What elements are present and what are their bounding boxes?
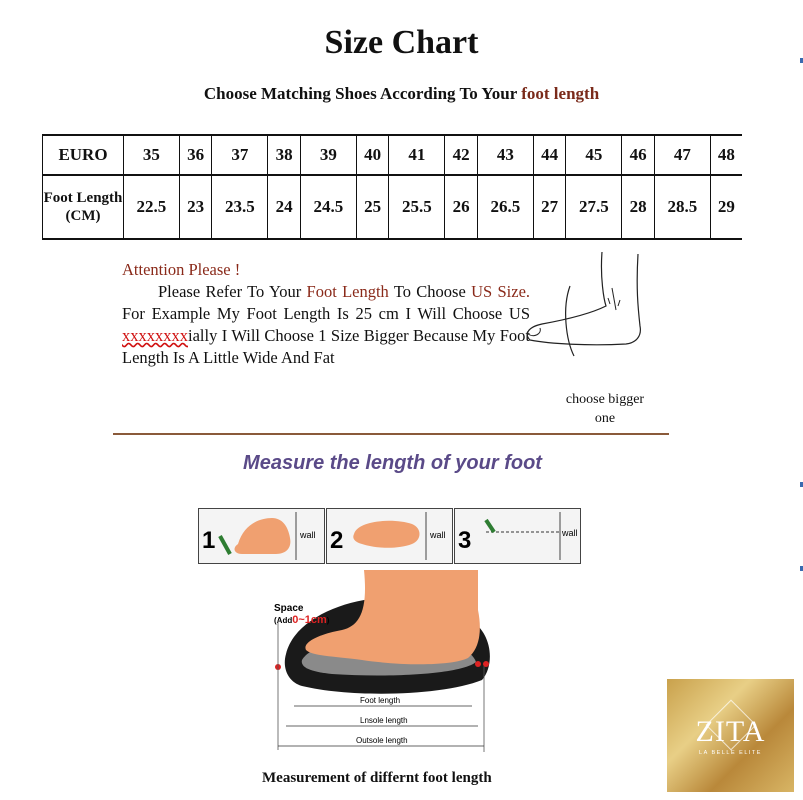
outsole-length-label: Outsole length <box>356 736 408 745</box>
attention-heading: Attention Please ! <box>122 260 241 279</box>
foot-length-cell: 22.5 <box>124 175 180 239</box>
euro-size-cell: 41 <box>389 135 445 175</box>
foot-length-cell: 27.5 <box>566 175 622 239</box>
euro-size-cell: 36 <box>179 135 212 175</box>
foot-length-cell: 26.5 <box>477 175 533 239</box>
add-value: 0~1cm <box>292 614 327 626</box>
euro-size-cell: 44 <box>533 135 566 175</box>
step-2-wall: wall <box>430 530 446 540</box>
step-1 <box>199 509 325 564</box>
euro-size-cell: 47 <box>654 135 710 175</box>
attention-text-7: ially I Will Choose 1 Size Bigger Because My Foot Length Is A Little Wide And Fat <box>122 326 530 367</box>
foot-length-cell: 24 <box>268 175 301 239</box>
euro-size-cell: 38 <box>268 135 301 175</box>
attention-foot-length: Foot Length <box>306 282 389 301</box>
page-title: Size Chart <box>324 24 479 61</box>
divider <box>113 433 669 435</box>
logo-brand: ZITA <box>695 715 766 748</box>
step-3-wall: wall <box>562 528 578 538</box>
attention-redacted: xxxxxxxx <box>122 326 188 345</box>
foot-length-cell: 23 <box>179 175 212 239</box>
subtitle-highlight: foot length <box>521 84 600 103</box>
euro-label: EURO <box>43 135 124 175</box>
foot-length-cell: 26 <box>445 175 478 239</box>
euro-size-cell: 45 <box>566 135 622 175</box>
step-1-number: 1 <box>202 527 216 554</box>
measure-heading: Measure the length of your foot <box>243 452 542 474</box>
step-3-number: 3 <box>458 527 472 554</box>
euro-size-cell: 39 <box>300 135 356 175</box>
attention-us-size: US Size. <box>471 282 531 301</box>
foot-sketch-icon <box>520 248 650 363</box>
euro-size-cell: 40 <box>356 135 389 175</box>
step-2 <box>327 509 453 564</box>
foot-length-cell: 27 <box>533 175 566 239</box>
diagram-caption: Measurement of differnt foot length <box>262 770 492 786</box>
add-label: (Add0~1cm) <box>274 614 330 626</box>
attention-text-1: Please Refer To Your <box>158 282 302 301</box>
step-3 <box>455 509 581 564</box>
foot-length-cell: 29 <box>710 175 742 239</box>
foot-length-arrow-label: Foot length <box>360 696 401 705</box>
logo-tagline: LA BELLE ELITE <box>699 750 762 756</box>
cm-row <box>43 175 743 239</box>
foot-length-cell: 25 <box>356 175 389 239</box>
subtitle-text: Choose Matching Shoes According To Your <box>203 84 517 103</box>
foot-length-cell: 24.5 <box>300 175 356 239</box>
foot-length-cell: 25.5 <box>389 175 445 239</box>
space-label: Space <box>274 603 304 614</box>
attention-text-3: To Choose <box>393 282 466 301</box>
euro-size-cell: 42 <box>445 135 478 175</box>
euro-size-cell: 35 <box>124 135 180 175</box>
euro-size-cell: 48 <box>710 135 742 175</box>
brand-logo <box>667 679 794 792</box>
measuring-steps <box>198 508 582 564</box>
step-2-number: 2 <box>330 527 344 554</box>
foot-length-cell: 28.5 <box>654 175 710 239</box>
foot-length-cell: 28 <box>622 175 655 239</box>
euro-size-cell: 43 <box>477 135 533 175</box>
foot-measurement-diagram <box>272 570 504 760</box>
foot-length-label: Foot Length (CM) <box>43 175 124 239</box>
step-1-wall: wall <box>300 530 316 540</box>
choose-bigger-note: choose bigger one <box>565 392 645 426</box>
insole-length-label: Lnsole length <box>360 716 408 725</box>
foot-length-cell: 23.5 <box>212 175 268 239</box>
subtitle <box>0 84 803 104</box>
attention-text-5: For Example My Foot Length Is 25 cm I Will Choose US <box>122 304 530 323</box>
size-table <box>42 134 742 240</box>
euro-size-cell: 46 <box>622 135 655 175</box>
attention-note <box>122 259 530 369</box>
euro-size-cell: 37 <box>212 135 268 175</box>
euro-row <box>43 135 743 175</box>
